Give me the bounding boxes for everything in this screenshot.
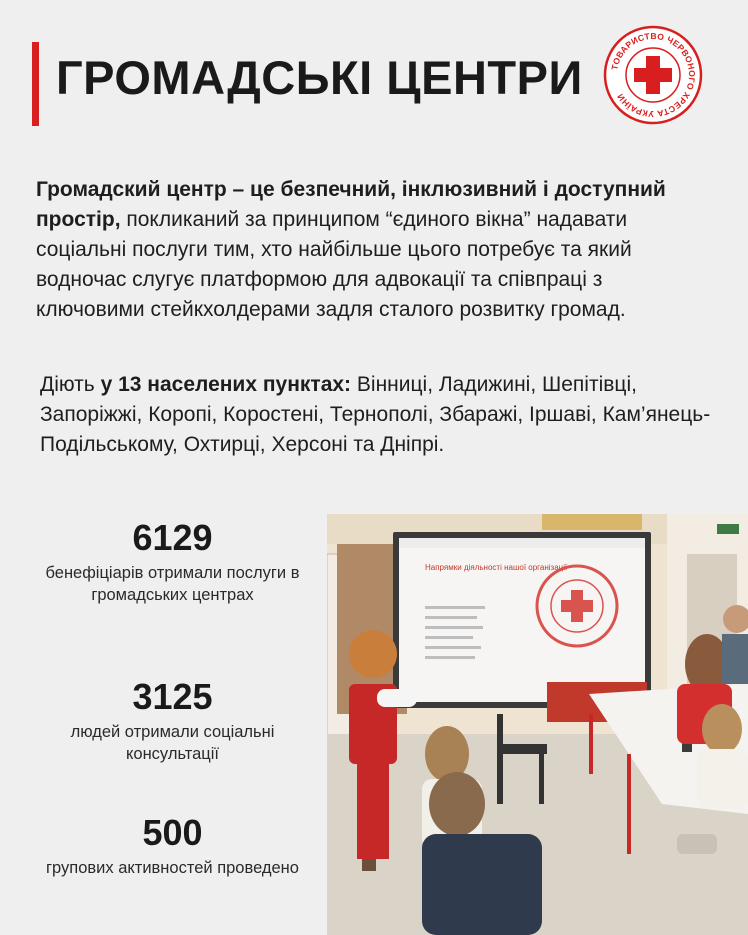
stat-value: 6129 [132, 517, 213, 558]
stat-label: групових активностей проведено [46, 859, 299, 877]
logo-text: ТОВАРИСТВО ЧЕРВОНОГО ХРЕСТА УКРАЇНИ [609, 30, 698, 120]
stat-value: 500 [142, 812, 203, 853]
intro-paragraph [36, 175, 716, 325]
page-title: ГРОМАДСЬКІ ЦЕНТРИ [56, 51, 583, 104]
stat-beneficiaries [40, 518, 305, 606]
cities-list: Вінниці, Ладижині, Шепітівці, Запоріжжі, Коропі, Коростені, Тернополі, Збаражі, Іршаві, Кам’янець-Подільському, Охтирці, Херсоні та Дніпрі. [40, 373, 711, 456]
slide-title: Напрямки діяльності нашої організації [425, 563, 568, 572]
stat-value: 3125 [132, 676, 213, 717]
stat-consultations [40, 677, 305, 765]
cities-paragraph [40, 370, 720, 460]
stat-label: людей отримали соціальні консультації [70, 723, 275, 763]
red-cross-logo [603, 25, 703, 125]
cities-count: у 13 населених пунктах: [100, 373, 352, 396]
stat-activities [40, 813, 305, 879]
stat-label: бенефіціарів отримали послуги в громадських центрах [45, 564, 300, 604]
cities-lead: Діють [40, 373, 101, 396]
community-center-photo [327, 514, 748, 935]
intro-bold: Громадский центр – це безпечний, інклюзивний і доступний простір, [36, 178, 666, 231]
intro-text: покликаний за принципом “єдиного вікна” надавати соціальні послуги тим, хто найбільше цього потребує та який водночас слугує платформою для адвокації та співпраці з ключовими стейкхолдерами задля сталого розвитку громад. [36, 208, 632, 321]
title-accent-bar [32, 42, 39, 126]
